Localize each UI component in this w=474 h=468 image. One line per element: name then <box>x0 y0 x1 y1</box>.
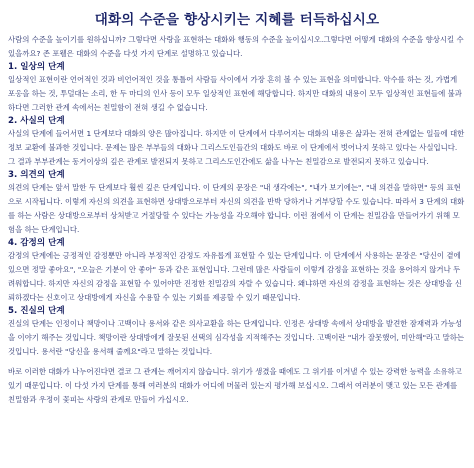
section-heading-emotion: 4. 감정의 단계 <box>8 238 65 248</box>
section-body-truth: 진실의 단계는 인정이나 책망이나 고백이나 용서와 같은 의사교환을 하는 단계입니다. 인정은 상대방 속에서 상대방을 발견한 잠재력과 가능성을 이야기 해주는 것입니다. 책망이란 상대방에게 잘못된 선택의 심각성을 지적해주는 것입니다. 고백이란 "내가 잘못했어, 미안해"라고 말하는 것입니다. 용서란 "당신을 용서해 줄께요"라고 말하는 것입니다. <box>8 319 465 356</box>
closing-paragraph: 바로 이러한 대화가 나누어진다면 결코 그 관계는 깨어지지 않습니다. 위기가 생겼을 때에도 그 위기를 이겨낼 수 있는 강력한 능력을 소유하고 있기 때문입니다. 이 다섯 가지 단계를 통해 여러분의 대화가 어디에 머물러 있는지 평가해 보십시오. 그래서 여러분이 맺고 있는 모든 관계를 친밀함과 우정이 꽃피는 사랑의 관계로 만들어 가십시오. <box>8 367 462 404</box>
section-body-daily: 일상적인 표현이란 언어적인 것과 비언어적인 것을 통틀어 사람들 사이에서 가장 흔히 볼 수 있는 표현을 의미합니다. 악수를 하는 것, 가볍게 포옹을 하는 것, 투덜대는 소리, 한 두 마디의 인사 등이 모두 일상적인 표현에 해당합니다. 하지만 대화의 내용이 모두 일상적인 표현들에 불과하다면 그러한 관계 속에서는 친밀함이 전혀 생길 수 없습니다. <box>8 75 462 112</box>
section-body-opinion: 의견의 단계는 앞서 말한 두 단계보다 훨씬 깊은 단계입니다. 이 단계의 문장은 "내 생각에는", "내가 보기에는", "내 의견을 말하면" 등의 표현으로 시작됩니다. 이렇게 자신의 의견을 표현하면 상대방으로부터 자신의 의견을 반박 당하거나 거부당할 수도 있습니다. 따라서 3 단계의 대화를 하는 사람은 상대방으로부터 상처받고 거절당할 수 있다는 가능성을 각오해야 합니다. 이런 점에서 이 단계는 친밀감을 만들어가기 위해 모험을 하는 단계입니다. <box>8 183 465 234</box>
section-heading-opinion: 3. 의견의 단계 <box>8 170 65 180</box>
section-heading-daily: 1. 일상의 단계 <box>8 62 65 72</box>
section-body-fact: 사실의 단계에 들어서면 1 단계보다 대화의 양은 많아집니다. 하지만 이 단계에서 다루어지는 대화의 내용은 삶과는 전혀 관계없는 일들에 대한 정보 교환에 불과한 것입니다. 문제는 많은 부부들의 대화나 그리스도인들간의 대화도 바로 이 단계에서 벗어나지 못하고 있다는 사실입니다. 그 결과 부부관계는 동거이상의 깊은 관계로 발전되지 못하고 그리스도인간에도 삶을 나누는 친밀감으로 발전되지 못하고 있습니다. <box>8 129 465 166</box>
section-heading-truth: 5. 진실의 단계 <box>8 306 65 316</box>
document-title: 대화의 수준을 향상시키는 지혜를 터득하십시오 <box>94 12 380 28</box>
section-body-emotion: 감정의 단계에는 긍정적인 감정뿐만 아니라 부정적인 감정도 자유롭게 표현할 수 있는 단계입니다. 이 단계에서 사용하는 문장은 "당신이 곁에 있으면 정말 좋아요", "오늘은 기분이 안 좋아" 등과 같은 표현입니다. 그런데 많은 사람들이 이렇게 감정을 표현하는 것을 용어하지 않거나 두려워합니다. 하지만 자신의 감정을 표현할 수 있어야만 진정한 친밀감의 자랄 수 있습니다. 왜냐하면 자신의 감정을 표현하는 것은 상대방을 신뢰하겠다는 신호이고 상대방에게 자신을 수용할 수 있는 기회를 제공할 수 있기 때문입니다. <box>8 251 462 302</box>
section-heading-fact: 2. 사실의 단계 <box>8 116 65 126</box>
intro-paragraph: 사람의 수준을 높이기를 원하십니까? 그렇다면 사랑을 표현하는 대화와 행동의 수준을 높이십시오.그렇다면 어떻게 대화의 수준을 향상시킬 수 있을까요? 존 포웰은 대화의 수준을 다섯 가지 단계로 설명하고 있습니다. <box>8 35 464 58</box>
